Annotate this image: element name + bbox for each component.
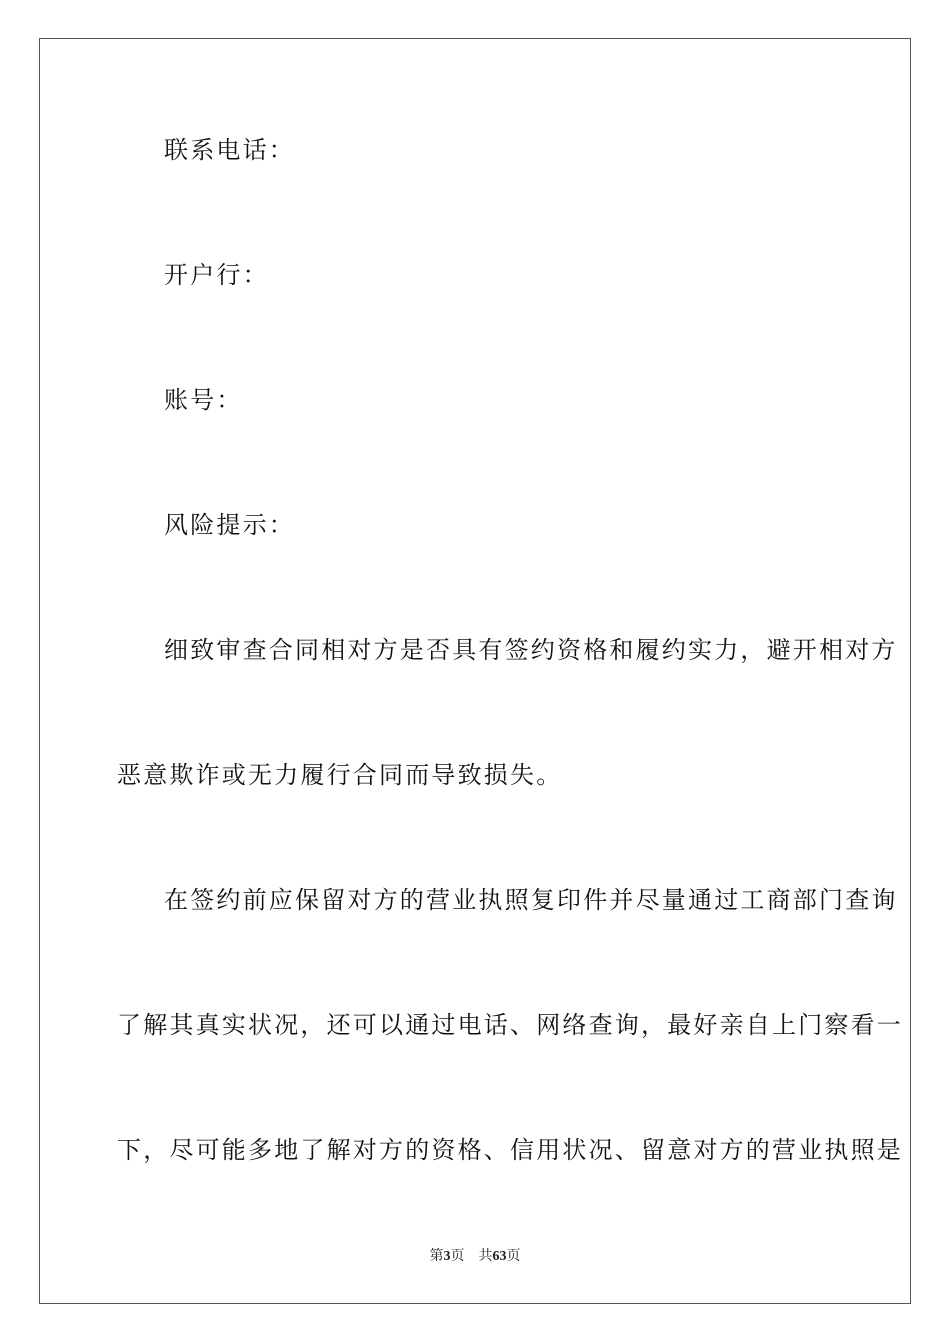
paragraph-line: 在签约前应保留对方的营业执照复印件并尽量通过工商部门查询 [164,886,898,914]
paragraph-line: 恶意欺诈或无力履行合同而导致损失。 [117,761,563,789]
page-prefix: 第 [429,1248,444,1264]
page-suffix: 页 [450,1248,465,1264]
total-suffix: 页 [506,1248,521,1264]
field-bank: 开户行： [164,261,269,289]
total-page-number: 63 [492,1249,507,1264]
page-footer [0,1247,950,1266]
current-page-number: 3 [443,1249,451,1264]
field-account: 账号： [164,386,243,414]
paragraph-line: 了解其真实状况，还可以通过电话、网络查询，最好亲自上门察看一 [117,1011,903,1039]
paragraph-line: 细致审查合同相对方是否具有签约资格和履约实力，避开相对方 [164,636,898,664]
section-heading-risk: 风险提示： [164,511,295,539]
total-prefix: 共 [478,1248,493,1264]
paragraph-line: 下，尽可能多地了解对方的资格、信用状况、留意对方的营业执照是 [117,1136,903,1164]
page-border [39,38,911,1304]
field-contact-phone: 联系电话： [164,136,295,164]
